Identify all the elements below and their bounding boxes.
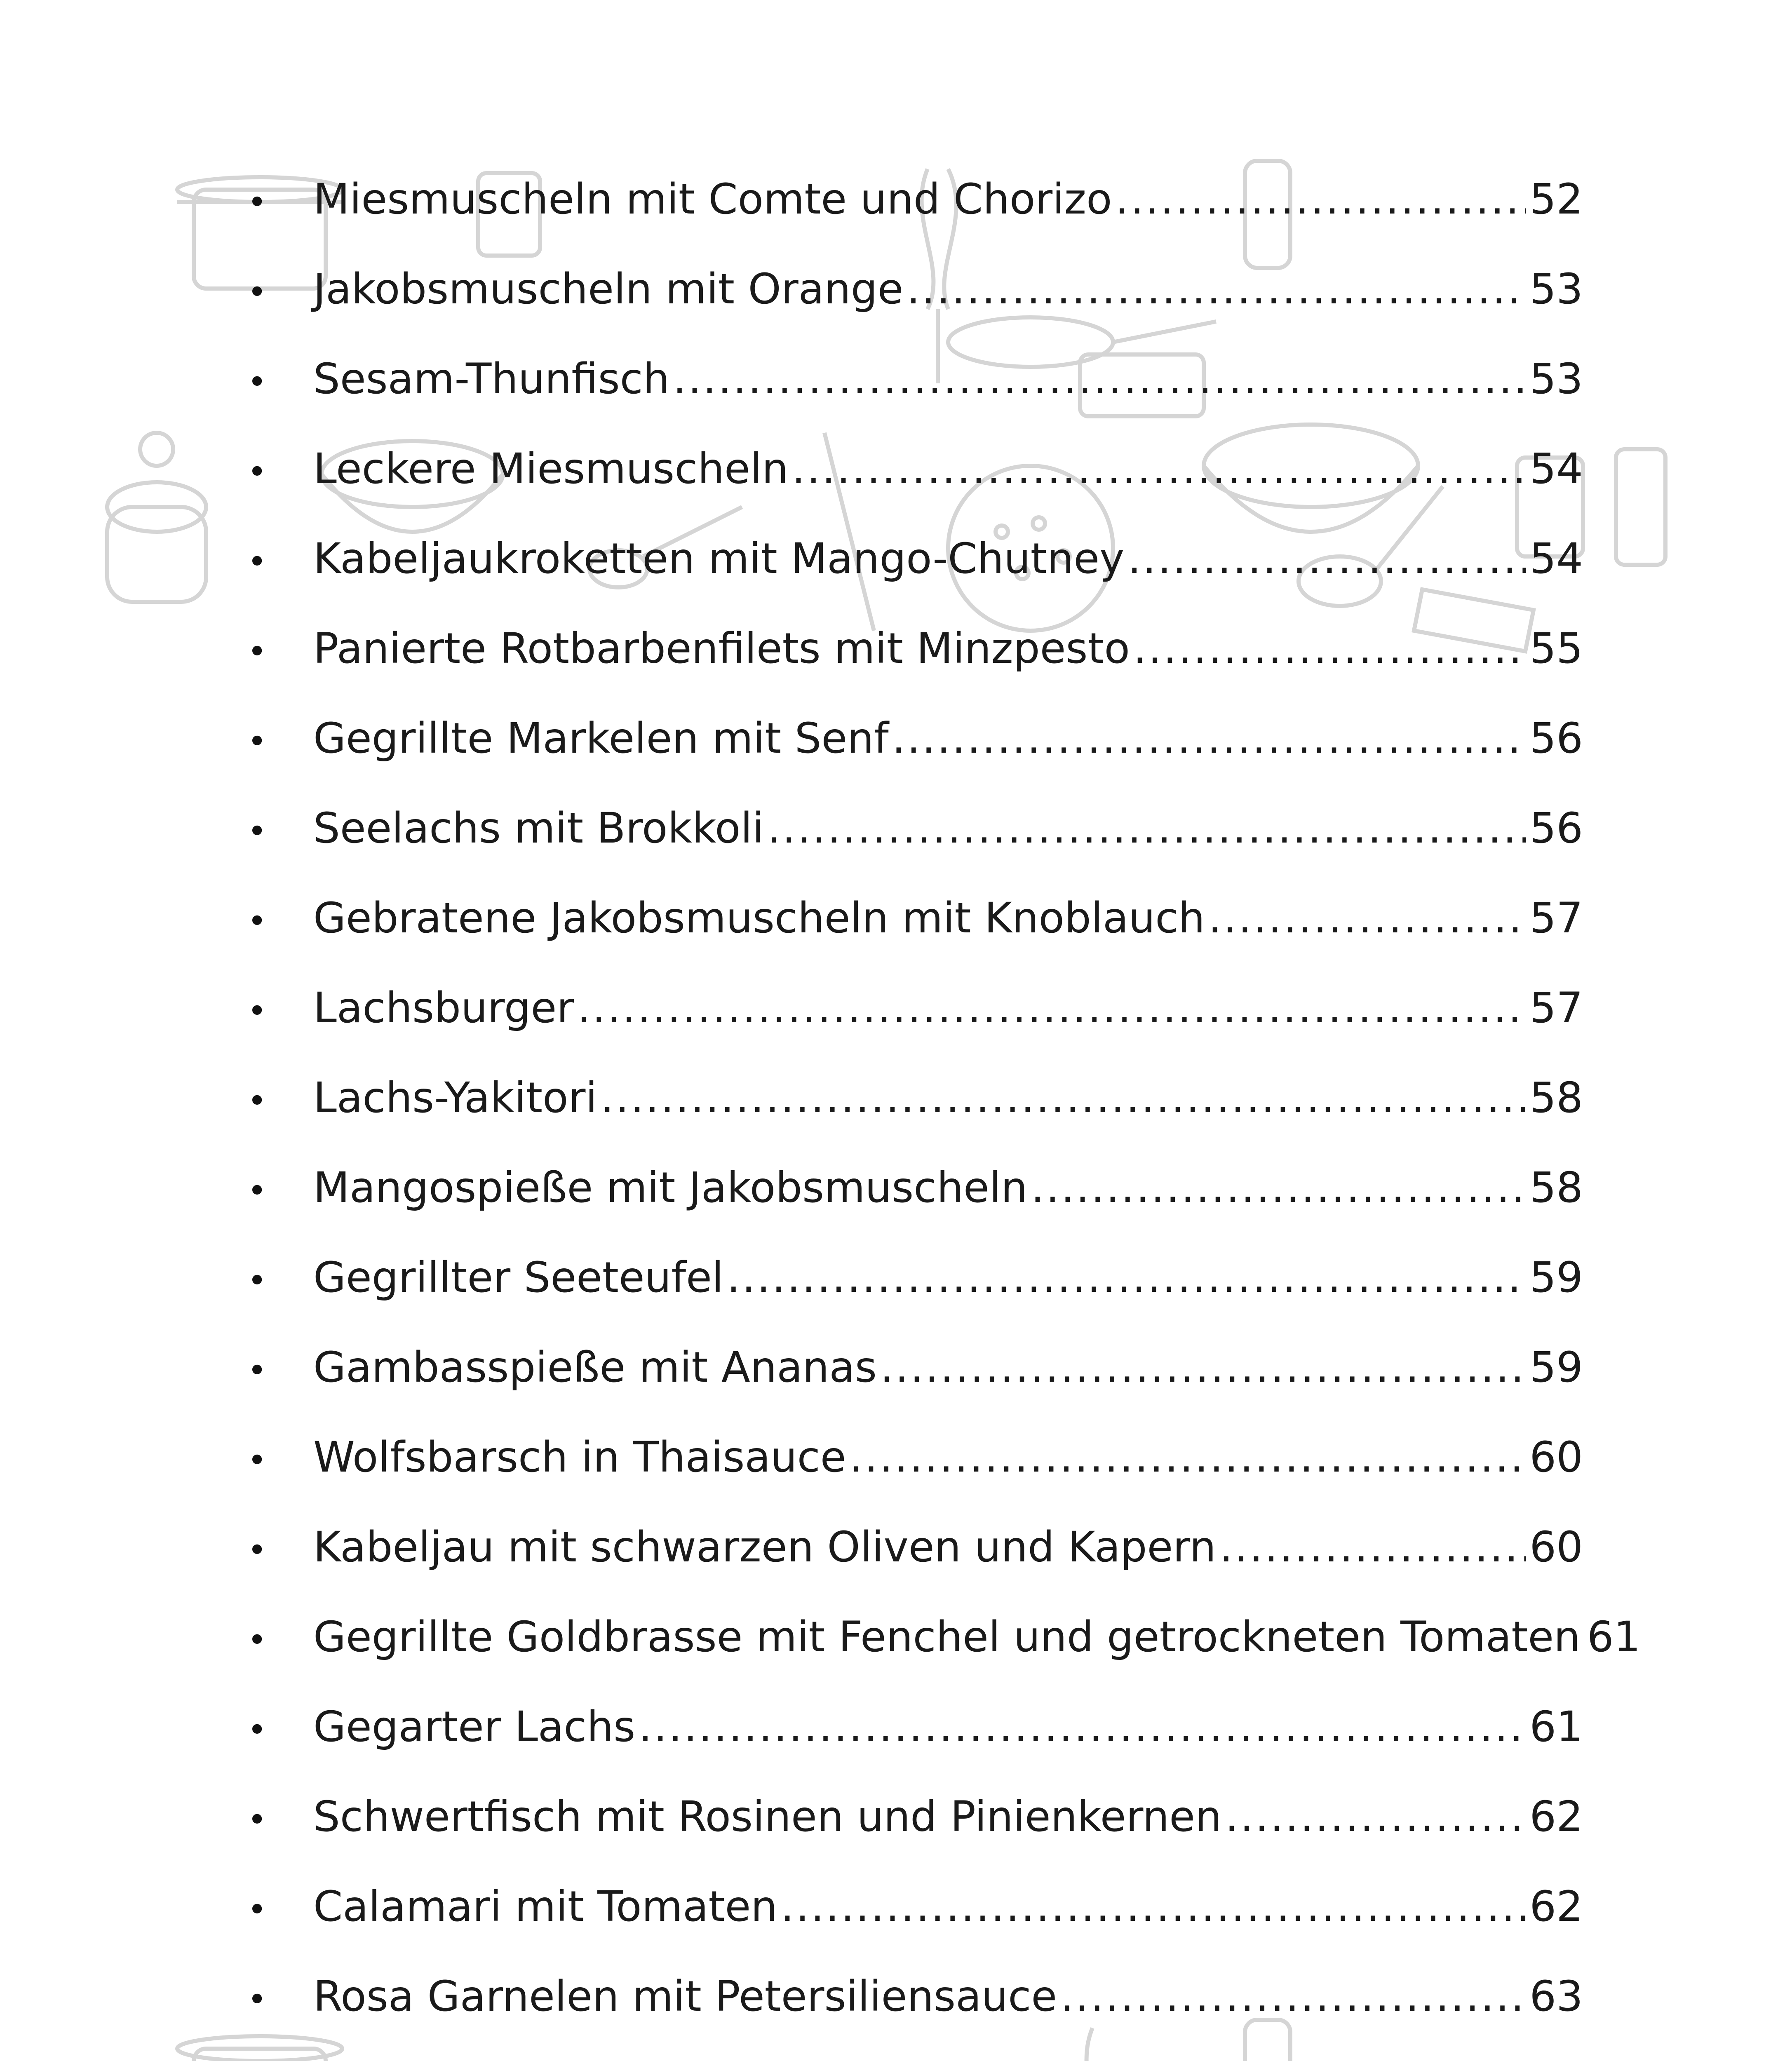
toc-entry[interactable] <box>247 155 1583 244</box>
toc-entry[interactable] <box>247 604 1583 694</box>
entry-title: Leckere Miesmuscheln <box>313 444 789 493</box>
dot-leader <box>1133 604 1526 694</box>
entry-page-number: 54 <box>1529 444 1583 493</box>
bullet-icon: • <box>247 1171 267 1210</box>
toc-entry[interactable] <box>247 1682 1583 1772</box>
dot-leader <box>577 963 1526 1053</box>
toc-entry[interactable] <box>247 1862 1583 1952</box>
table-of-contents <box>247 155 1641 2061</box>
dot-leader <box>639 1682 1526 1772</box>
entry-page-number: 58 <box>1529 1073 1583 1122</box>
toc-entry[interactable] <box>247 244 1583 334</box>
entry-page-number: 56 <box>1529 804 1583 853</box>
toc-entry[interactable] <box>247 1502 1583 1592</box>
bullet-icon: • <box>247 902 267 940</box>
entry-title: Rosa Garnelen mit Petersiliensauce <box>313 1972 1057 2021</box>
sugar-bowl-icon <box>107 433 206 602</box>
entry-title: Kabeljaukroketten mit Mango-Chutney <box>313 534 1125 583</box>
entry-page-number: 52 <box>1529 175 1583 224</box>
dot-leader <box>1044 2042 1527 2061</box>
dot-leader <box>907 244 1526 334</box>
bullet-icon: • <box>247 992 267 1030</box>
dot-leader <box>849 1413 1526 1502</box>
dot-leader <box>1127 514 1526 604</box>
entry-page-number: 57 <box>1529 894 1583 943</box>
entry-title <box>313 2042 1041 2061</box>
entry-title: Gegrillte Markelen mit Senf <box>313 714 889 763</box>
bullet-icon: • <box>247 1351 267 1390</box>
entry-title: Schwertfisch mit Rosinen und Pinienkernen <box>313 1792 1222 1841</box>
entry-page-number <box>1529 2042 1583 2061</box>
bullet-icon: • <box>247 273 267 311</box>
toc-entry[interactable] <box>247 1772 1583 1862</box>
entry-title: Miesmuscheln mit Comte und Chorizo <box>313 175 1112 224</box>
entry-title: Gegrillter Seeteufel <box>313 1253 724 1302</box>
dot-leader <box>727 1233 1526 1323</box>
bullet-icon: • <box>247 363 267 401</box>
entry-page-number: 53 <box>1529 265 1583 314</box>
entry-page-number: 54 <box>1529 534 1583 583</box>
bullet-icon: • <box>247 1890 267 1929</box>
toc-entry[interactable] <box>247 963 1583 1053</box>
entry-page-number: 58 <box>1529 1163 1583 1212</box>
entry-page-number: 60 <box>1529 1523 1583 1572</box>
bullet-icon: • <box>247 1531 267 1569</box>
dot-leader <box>880 1323 1526 1413</box>
dot-leader <box>1208 873 1526 963</box>
bullet-icon: • <box>247 1711 267 1749</box>
entry-title: Gambasspieße mit Ananas <box>313 1343 877 1392</box>
entry-title: Seelachs mit Brokkoli <box>313 804 764 853</box>
entry-title: Gegrillte Goldbrasse mit Fenchel und getrockneten Tomaten <box>313 1613 1581 1662</box>
dot-leader <box>767 784 1526 873</box>
toc-entry[interactable] <box>247 1952 1583 2042</box>
entry-title: Gebratene Jakobsmuscheln mit Knoblauch <box>313 894 1205 943</box>
toc-entry[interactable] <box>247 1143 1583 1233</box>
toc-entry[interactable] <box>247 873 1583 963</box>
entry-page-number: 63 <box>1529 1972 1583 2021</box>
entry-title: Calamari mit Tomaten <box>313 1882 777 1931</box>
bullet-icon: • <box>247 542 267 581</box>
bullet-icon: • <box>247 1980 267 2019</box>
entry-title: Lachsburger <box>313 984 574 1033</box>
bullet-icon: • <box>247 453 267 491</box>
dot-leader <box>1060 1952 1526 2042</box>
entry-title: Lachs-Yakitori <box>313 1073 597 1122</box>
entry-title: Jakobsmuscheln mit Orange <box>313 265 904 314</box>
toc-entry[interactable] <box>247 694 1583 784</box>
entry-page-number: 56 <box>1529 714 1583 763</box>
bullet-icon: • <box>247 1261 267 1300</box>
dot-leader <box>1031 1143 1526 1233</box>
dot-leader <box>1116 155 1527 244</box>
entry-page-number: 59 <box>1529 1343 1583 1392</box>
entry-page-number: 53 <box>1529 354 1583 404</box>
entry-page-number: 60 <box>1529 1433 1583 1482</box>
entry-page-number: 61 <box>1587 1613 1641 1662</box>
bullet-icon: • <box>247 722 267 761</box>
dot-leader <box>601 1053 1526 1143</box>
toc-entry[interactable] <box>247 1323 1583 1413</box>
entry-title: Kabeljau mit schwarzen Oliven und Kapern <box>313 1523 1217 1572</box>
toc-entry[interactable] <box>247 1053 1583 1143</box>
bullet-icon: • <box>247 1082 267 1120</box>
entry-page-number: 61 <box>1529 1702 1583 1751</box>
bullet-icon: • <box>247 1441 267 1479</box>
toc-entry[interactable] <box>247 1413 1583 1502</box>
dot-leader <box>1219 1502 1526 1592</box>
entry-page-number: 59 <box>1529 1253 1583 1302</box>
toc-entry[interactable] <box>247 2042 1583 2061</box>
entry-page-number: 55 <box>1529 624 1583 673</box>
bullet-icon: • <box>247 812 267 850</box>
bullet-icon: • <box>247 1800 267 1839</box>
entry-page-number: 62 <box>1529 1882 1583 1931</box>
toc-entry[interactable] <box>247 784 1583 873</box>
bullet-icon: • <box>247 1621 267 1659</box>
entry-title: Panierte Rotbarbenfilets mit Minzpesto <box>313 624 1130 673</box>
entry-title: Sesam-Thunfisch <box>313 354 670 404</box>
grater-icon <box>1616 449 1665 565</box>
dot-leader <box>673 334 1526 424</box>
entry-page-number: 62 <box>1529 1792 1583 1841</box>
dot-leader <box>1225 1772 1526 1862</box>
bullet-icon <box>247 2045 313 2061</box>
bullet-icon: • <box>247 183 267 221</box>
toc-entry[interactable] <box>247 1592 1641 1682</box>
dot-leader <box>792 424 1526 514</box>
toc-entry[interactable] <box>247 424 1583 514</box>
entry-page-number: 57 <box>1529 984 1583 1033</box>
dot-leader <box>892 694 1527 784</box>
toc-entry[interactable] <box>247 334 1583 424</box>
entry-title: Gegarter Lachs <box>313 1702 636 1751</box>
entry-title: Mangospieße mit Jakobsmuscheln <box>313 1163 1028 1212</box>
bullet-icon: • <box>247 632 267 671</box>
dot-leader <box>781 1862 1526 1952</box>
toc-entry[interactable] <box>247 1233 1583 1323</box>
entry-title: Wolfsbarsch in Thaisauce <box>313 1433 846 1482</box>
toc-entry[interactable] <box>247 514 1583 604</box>
